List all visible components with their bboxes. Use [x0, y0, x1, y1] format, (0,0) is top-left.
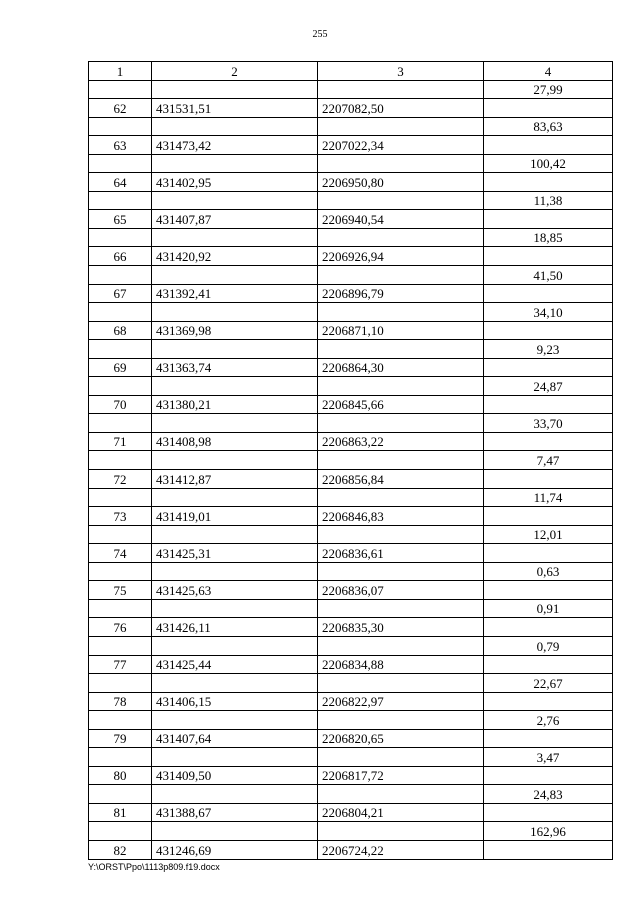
- x-coordinate-cell: 431408,98: [152, 432, 318, 451]
- distance-row: [89, 117, 613, 136]
- empty-cell: [318, 748, 484, 767]
- empty-cell: [152, 414, 318, 433]
- empty-cell: [484, 581, 613, 600]
- empty-cell: [152, 785, 318, 804]
- empty-cell: [89, 80, 152, 99]
- point-row: [89, 803, 613, 822]
- distance-row: [89, 266, 613, 285]
- y-coordinate-cell: 2206820,65: [318, 729, 484, 748]
- point-row: [89, 729, 613, 748]
- empty-cell: [152, 228, 318, 247]
- header-cell-1: 1: [89, 62, 152, 81]
- empty-cell: [318, 340, 484, 359]
- x-coordinate-cell: 431369,98: [152, 321, 318, 340]
- empty-cell: [318, 599, 484, 618]
- empty-cell: [484, 507, 613, 526]
- distance-row: [89, 340, 613, 359]
- y-coordinate-cell: 2206817,72: [318, 766, 484, 785]
- x-coordinate-cell: 431409,50: [152, 766, 318, 785]
- empty-cell: [484, 470, 613, 489]
- empty-cell: [152, 636, 318, 655]
- point-row: [89, 655, 613, 674]
- distance-cell: 41,50: [484, 266, 613, 285]
- point-number-cell: 73: [89, 507, 152, 526]
- point-row: [89, 766, 613, 785]
- distance-row: [89, 674, 613, 693]
- table-header-row: [89, 62, 613, 81]
- y-coordinate-cell: 2206846,83: [318, 507, 484, 526]
- page-number: 255: [312, 29, 328, 40]
- point-row: [89, 210, 613, 229]
- empty-cell: [89, 636, 152, 655]
- y-coordinate-cell: 2207022,34: [318, 136, 484, 155]
- empty-cell: [89, 414, 152, 433]
- y-coordinate-cell: 2206871,10: [318, 321, 484, 340]
- y-coordinate-cell: 2207082,50: [318, 99, 484, 118]
- x-coordinate-cell: 431425,31: [152, 544, 318, 563]
- point-number-cell: 67: [89, 284, 152, 303]
- point-number-cell: 66: [89, 247, 152, 266]
- file-path-footer: Y:\ORST\Ppo\1113p809.f19.docx: [88, 862, 220, 872]
- distance-cell: 7,47: [484, 451, 613, 470]
- distance-row: [89, 228, 613, 247]
- distance-row: [89, 822, 613, 841]
- empty-cell: [152, 377, 318, 396]
- empty-cell: [318, 228, 484, 247]
- empty-cell: [152, 525, 318, 544]
- empty-cell: [89, 303, 152, 322]
- empty-cell: [484, 173, 613, 192]
- empty-cell: [152, 562, 318, 581]
- distance-cell: 24,83: [484, 785, 613, 804]
- x-coordinate-cell: 431406,15: [152, 692, 318, 711]
- x-coordinate-cell: 431380,21: [152, 395, 318, 414]
- x-coordinate-cell: 431407,64: [152, 729, 318, 748]
- empty-cell: [89, 599, 152, 618]
- empty-cell: [152, 303, 318, 322]
- y-coordinate-cell: 2206896,79: [318, 284, 484, 303]
- empty-cell: [152, 674, 318, 693]
- x-coordinate-cell: 431426,11: [152, 618, 318, 637]
- y-coordinate-cell: 2206836,61: [318, 544, 484, 563]
- empty-cell: [89, 228, 152, 247]
- point-number-cell: 64: [89, 173, 152, 192]
- empty-cell: [89, 154, 152, 173]
- empty-cell: [484, 618, 613, 637]
- y-coordinate-cell: 2206724,22: [318, 840, 484, 859]
- empty-cell: [89, 340, 152, 359]
- empty-cell: [484, 136, 613, 155]
- point-row: [89, 321, 613, 340]
- y-coordinate-cell: 2206836,07: [318, 581, 484, 600]
- empty-cell: [89, 785, 152, 804]
- empty-cell: [318, 711, 484, 730]
- point-row: [89, 136, 613, 155]
- distance-cell: 0,79: [484, 636, 613, 655]
- distance-cell: 0,91: [484, 599, 613, 618]
- empty-cell: [318, 562, 484, 581]
- empty-cell: [484, 840, 613, 859]
- point-number-cell: 69: [89, 358, 152, 377]
- empty-cell: [89, 748, 152, 767]
- distance-row: [89, 154, 613, 173]
- empty-cell: [318, 266, 484, 285]
- y-coordinate-cell: 2206864,30: [318, 358, 484, 377]
- distance-row: [89, 599, 613, 618]
- point-number-cell: 79: [89, 729, 152, 748]
- empty-cell: [318, 525, 484, 544]
- distance-row: [89, 748, 613, 767]
- empty-cell: [484, 432, 613, 451]
- distance-cell: 2,76: [484, 711, 613, 730]
- point-number-cell: 81: [89, 803, 152, 822]
- x-coordinate-cell: 431425,44: [152, 655, 318, 674]
- empty-cell: [89, 117, 152, 136]
- point-row: [89, 432, 613, 451]
- x-coordinate-cell: 431388,67: [152, 803, 318, 822]
- empty-cell: [318, 785, 484, 804]
- point-row: [89, 544, 613, 563]
- point-number-cell: 68: [89, 321, 152, 340]
- empty-cell: [318, 414, 484, 433]
- x-coordinate-cell: 431425,63: [152, 581, 318, 600]
- distance-row: [89, 80, 613, 99]
- distance-cell: 11,74: [484, 488, 613, 507]
- y-coordinate-cell: 2206835,30: [318, 618, 484, 637]
- empty-cell: [89, 822, 152, 841]
- empty-cell: [89, 674, 152, 693]
- empty-cell: [318, 674, 484, 693]
- empty-cell: [318, 377, 484, 396]
- empty-cell: [484, 544, 613, 563]
- distance-cell: 9,23: [484, 340, 613, 359]
- point-number-cell: 80: [89, 766, 152, 785]
- empty-cell: [89, 451, 152, 470]
- point-row: [89, 358, 613, 377]
- x-coordinate-cell: 431363,74: [152, 358, 318, 377]
- point-number-cell: 76: [89, 618, 152, 637]
- empty-cell: [318, 636, 484, 655]
- y-coordinate-cell: 2206804,21: [318, 803, 484, 822]
- empty-cell: [484, 247, 613, 266]
- y-coordinate-cell: 2206863,22: [318, 432, 484, 451]
- empty-cell: [484, 358, 613, 377]
- distance-cell: 34,10: [484, 303, 613, 322]
- x-coordinate-cell: 431412,87: [152, 470, 318, 489]
- distance-cell: 11,38: [484, 191, 613, 210]
- empty-cell: [484, 321, 613, 340]
- empty-cell: [89, 525, 152, 544]
- point-number-cell: 70: [89, 395, 152, 414]
- point-number-cell: 71: [89, 432, 152, 451]
- distance-cell: 18,85: [484, 228, 613, 247]
- header-cell-2: 2: [152, 62, 318, 81]
- y-coordinate-cell: 2206856,84: [318, 470, 484, 489]
- empty-cell: [484, 729, 613, 748]
- distance-cell: 162,96: [484, 822, 613, 841]
- distance-row: [89, 488, 613, 507]
- empty-cell: [318, 154, 484, 173]
- y-coordinate-cell: 2206834,88: [318, 655, 484, 674]
- point-number-cell: 72: [89, 470, 152, 489]
- point-row: [89, 507, 613, 526]
- header-cell-3: 3: [318, 62, 484, 81]
- point-number-cell: 74: [89, 544, 152, 563]
- empty-cell: [152, 599, 318, 618]
- distance-row: [89, 562, 613, 581]
- empty-cell: [484, 692, 613, 711]
- distance-cell: 33,70: [484, 414, 613, 433]
- empty-cell: [152, 822, 318, 841]
- empty-cell: [152, 748, 318, 767]
- empty-cell: [152, 117, 318, 136]
- empty-cell: [152, 488, 318, 507]
- point-row: [89, 840, 613, 859]
- empty-cell: [318, 822, 484, 841]
- y-coordinate-cell: 2206950,80: [318, 173, 484, 192]
- empty-cell: [318, 191, 484, 210]
- coordinates-table: [88, 61, 613, 860]
- distance-row: [89, 303, 613, 322]
- empty-cell: [152, 340, 318, 359]
- empty-cell: [484, 655, 613, 674]
- point-row: [89, 284, 613, 303]
- empty-cell: [484, 210, 613, 229]
- x-coordinate-cell: 431420,92: [152, 247, 318, 266]
- distance-cell: 0,63: [484, 562, 613, 581]
- empty-cell: [89, 562, 152, 581]
- point-row: [89, 247, 613, 266]
- empty-cell: [89, 191, 152, 210]
- point-number-cell: 65: [89, 210, 152, 229]
- empty-cell: [484, 766, 613, 785]
- y-coordinate-cell: 2206940,54: [318, 210, 484, 229]
- point-row: [89, 581, 613, 600]
- empty-cell: [152, 266, 318, 285]
- y-coordinate-cell: 2206926,94: [318, 247, 484, 266]
- x-coordinate-cell: 431407,87: [152, 210, 318, 229]
- empty-cell: [484, 395, 613, 414]
- x-coordinate-cell: 431473,42: [152, 136, 318, 155]
- distance-cell: 24,87: [484, 377, 613, 396]
- empty-cell: [484, 284, 613, 303]
- point-row: [89, 173, 613, 192]
- empty-cell: [484, 803, 613, 822]
- distance-row: [89, 414, 613, 433]
- distance-cell: 83,63: [484, 117, 613, 136]
- empty-cell: [318, 488, 484, 507]
- distance-cell: 22,67: [484, 674, 613, 693]
- empty-cell: [318, 80, 484, 99]
- x-coordinate-cell: 431402,95: [152, 173, 318, 192]
- point-number-cell: 62: [89, 99, 152, 118]
- empty-cell: [89, 377, 152, 396]
- point-row: [89, 470, 613, 489]
- point-number-cell: 77: [89, 655, 152, 674]
- empty-cell: [89, 711, 152, 730]
- distance-row: [89, 525, 613, 544]
- point-number-cell: 78: [89, 692, 152, 711]
- empty-cell: [484, 99, 613, 118]
- point-number-cell: 75: [89, 581, 152, 600]
- distance-cell: 27,99: [484, 80, 613, 99]
- x-coordinate-cell: 431419,01: [152, 507, 318, 526]
- point-row: [89, 99, 613, 118]
- point-row: [89, 618, 613, 637]
- y-coordinate-cell: 2206845,66: [318, 395, 484, 414]
- empty-cell: [152, 191, 318, 210]
- point-row: [89, 395, 613, 414]
- y-coordinate-cell: 2206822,97: [318, 692, 484, 711]
- distance-row: [89, 711, 613, 730]
- empty-cell: [152, 154, 318, 173]
- point-number-cell: 63: [89, 136, 152, 155]
- empty-cell: [318, 303, 484, 322]
- empty-cell: [152, 451, 318, 470]
- empty-cell: [89, 488, 152, 507]
- x-coordinate-cell: 431531,51: [152, 99, 318, 118]
- empty-cell: [152, 711, 318, 730]
- point-row: [89, 692, 613, 711]
- empty-cell: [89, 266, 152, 285]
- distance-cell: 100,42: [484, 154, 613, 173]
- point-number-cell: 82: [89, 840, 152, 859]
- distance-row: [89, 785, 613, 804]
- empty-cell: [318, 451, 484, 470]
- header-cell-4: 4: [484, 62, 613, 81]
- distance-row: [89, 191, 613, 210]
- distance-row: [89, 451, 613, 470]
- empty-cell: [152, 80, 318, 99]
- x-coordinate-cell: 431392,41: [152, 284, 318, 303]
- distance-row: [89, 636, 613, 655]
- distance-cell: 12,01: [484, 525, 613, 544]
- empty-cell: [318, 117, 484, 136]
- x-coordinate-cell: 431246,69: [152, 840, 318, 859]
- distance-row: [89, 377, 613, 396]
- distance-cell: 3,47: [484, 748, 613, 767]
